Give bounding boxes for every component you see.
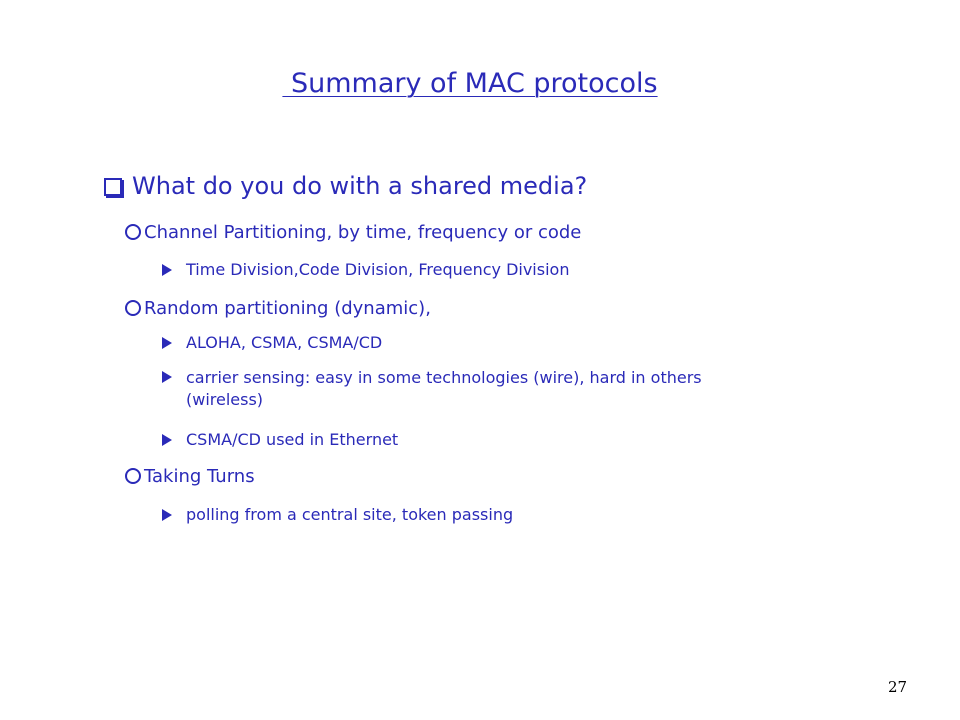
bullet-level3-aloha [162,333,382,352]
arrow-bullet-icon [162,367,172,386]
bullet-level1-shared-media [104,172,587,200]
bullet-text: carrier sensing: easy in some technologies (wire), hard in others (wireless) [186,368,702,409]
bullet-text: ALOHA, CSMA, CSMA/CD [186,333,383,352]
bullet-text: CSMA/CD used in Ethernet [186,430,399,449]
arrow-bullet-icon [162,333,172,352]
bullet-level3-polling [162,505,513,524]
bullet-level3-time-division [162,260,569,279]
arrow-bullet-icon [162,260,172,279]
bullet-text: polling from a central site, token passing [186,505,514,524]
page-number: 27 [888,678,908,696]
square-bullet-icon [104,172,122,200]
slide-title: Summary of MAC protocols [282,68,658,99]
bullet-level2-channel-partitioning [125,222,581,243]
bullet-level3-csma-cd-ethernet [162,430,398,449]
bullet-level2-random-partitioning [125,298,431,319]
bullet-text: What do you do with a shared media? [132,172,588,200]
arrow-bullet-icon [162,430,172,449]
bullet-level3-carrier-sensing [162,367,746,411]
bullet-text: Channel Partitioning, by time, frequency or code [144,222,582,243]
circle-bullet-icon [125,466,141,487]
bullet-level2-taking-turns [125,466,255,487]
bullet-text: Random partitioning (dynamic), [144,298,431,319]
bullet-text: Time Division,Code Division, Frequency Division [186,260,570,279]
arrow-bullet-icon [162,505,172,524]
circle-bullet-icon [125,222,141,243]
circle-bullet-icon [125,298,141,319]
bullet-text: Taking Turns [144,466,255,487]
